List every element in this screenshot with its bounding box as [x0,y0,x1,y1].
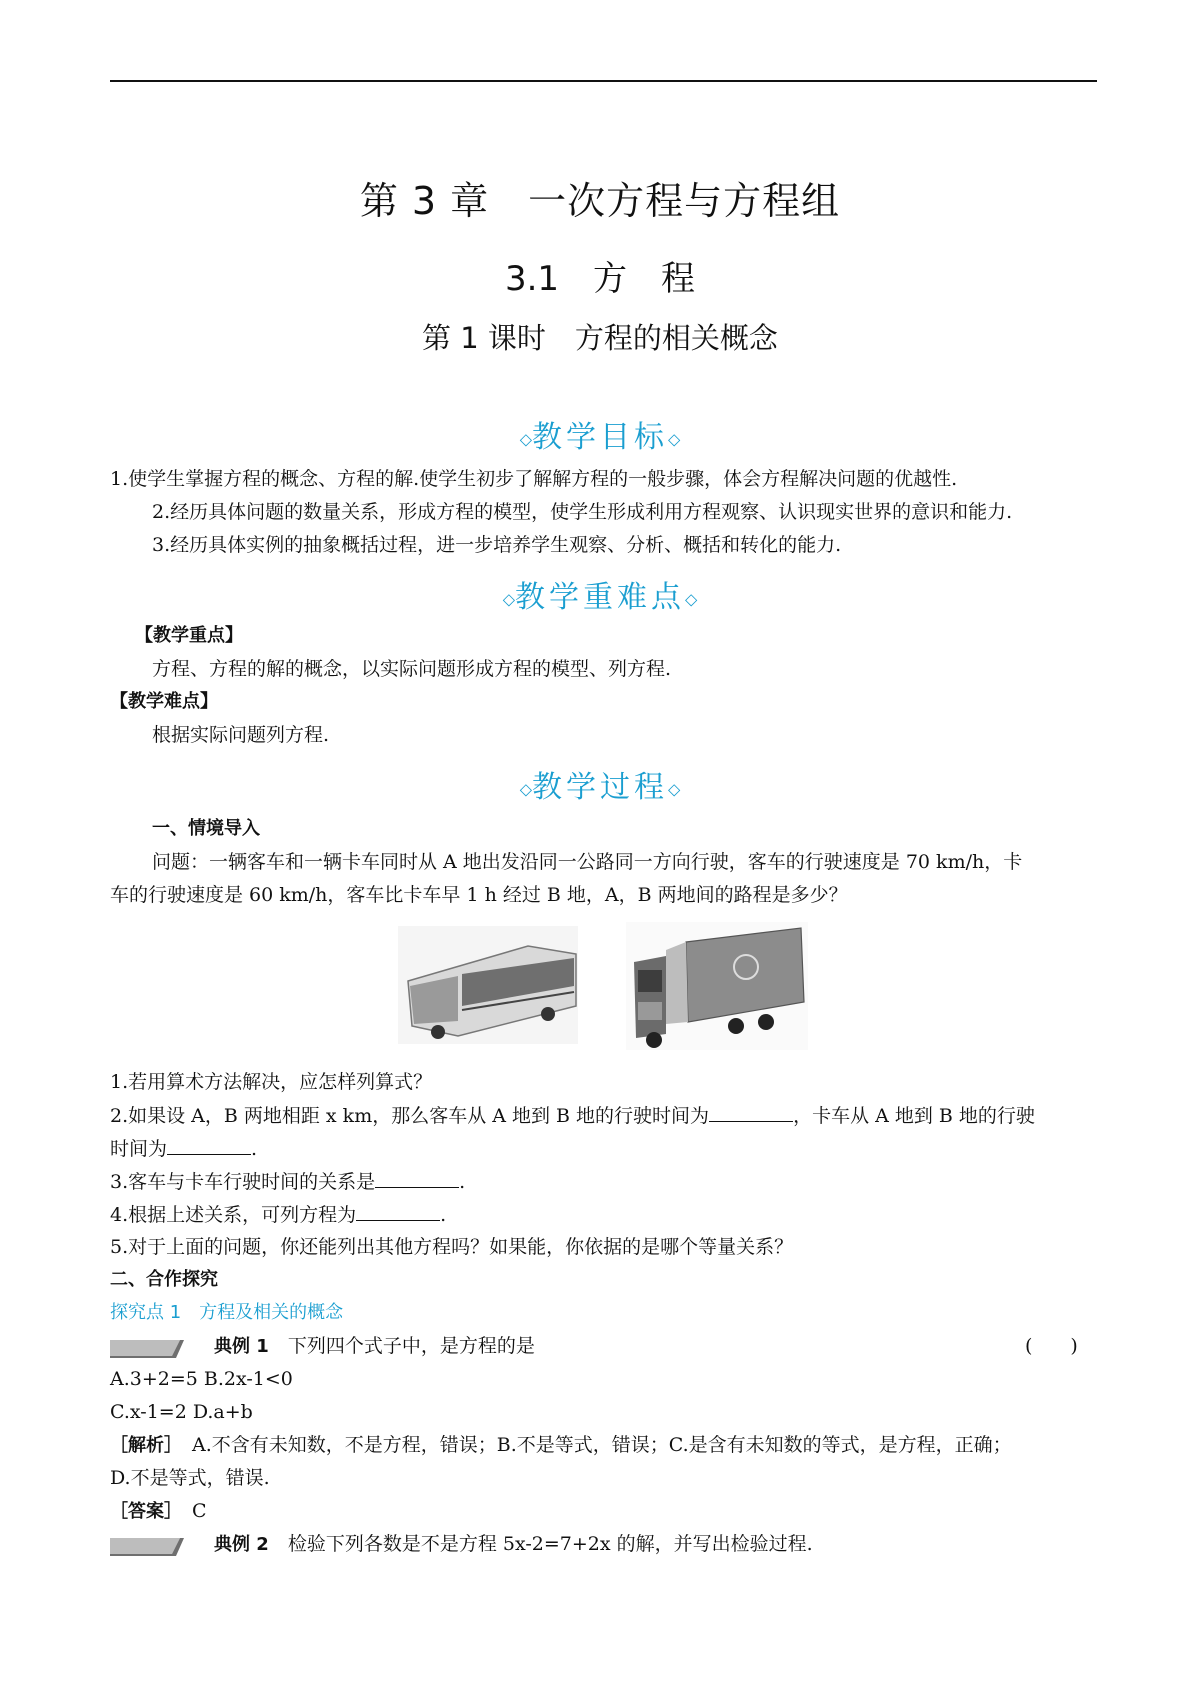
analysis-label: ［解析］ [110,1435,173,1456]
diamond-icon: ◇ [519,429,532,449]
truck-photo [626,922,808,1050]
key-points-heading: ◇教学重难点◇ [502,580,698,615]
objective-item: 1.使学生掌握方程的概念、方程的解.使学生初步了解解方程的一般步骤，体会方程解决问题的优越性. [110,468,958,490]
answer-blank[interactable] [375,1165,459,1188]
answer: ［答案］ C [110,1500,207,1522]
example-tag-icon [110,1336,210,1358]
answer-blank[interactable] [356,1198,440,1221]
answer-label: ［答案］ [110,1501,173,1522]
part1-title: 一、情境导入 [152,818,260,839]
question-5: 5.对于上面的问题，你还能列出其他方程吗？如果能，你依据的是哪个等量关系？ [110,1236,794,1258]
options-line: C.x-1=2 D.a+b [110,1401,253,1423]
objective-item: 3.经历具体实例的抽象概括过程，进一步培养学生观察、分析、概括和转化的能力. [152,534,842,556]
answer-blank[interactable] [709,1099,793,1122]
difficulty-label: 【教学难点】 [110,691,218,712]
problem-line: 问题：一辆客车和一辆卡车同时从 A 地出发沿同一公路同一方向行驶，客车的行驶速度是 70 km/h，卡 [152,851,1023,873]
difficulty-text: 根据实际问题列方程. [152,724,330,746]
question-2: 2.如果设 A，B 两地相距 x km，那么客车从 A 地到 B 地的行驶时间为 ，卡车从 A 地到 B 地的行驶 [110,1099,1035,1132]
diamond-icon: ◇ [502,589,515,609]
focus-text: 方程、方程的解的概念，以实际问题形成方程的模型、列方程. [152,658,672,680]
answer-blank[interactable] [167,1132,251,1155]
focus-label: 【教学重点】 [135,625,243,646]
part2-title: 二、合作探究 [110,1269,218,1290]
question-1: 1.若用算术方法解决，应怎样列算式？ [110,1071,433,1093]
example-1-paren: ( ) [1025,1335,1078,1357]
truck-icon [626,922,808,1050]
objectives-heading: ◇教学目标◇ [519,420,681,455]
diamond-icon: ◇ [668,779,681,799]
example-1: 典例 1 下列四个式子中，是方程的是 [110,1330,535,1363]
example-2: 典例 2 检验下列各数是不是方程 5x-2=7+2x 的解，并写出检验过程. [110,1528,813,1561]
top-rule [110,80,1097,82]
section-title: 3.1 方 程 [504,259,696,299]
analysis: ［解析］ A.不含有未知数，不是方程，错误；B.不是等式，错误；C.是含有未知数的等式，是方程，正确； [110,1434,1012,1456]
options-line: A.3+2=5 B.2x-1<0 [110,1368,293,1390]
lesson-title: 第 1 课时 方程的相关概念 [422,321,778,355]
process-heading: ◇教学过程◇ [519,770,681,805]
question-3: 3.客车与卡车行驶时间的关系是 . [110,1165,465,1198]
objective-item: 2.经历具体问题的数量关系，形成方程的模型，使学生形成利用方程观察、认识现实世界的意识和能力. [152,501,1013,523]
problem-line: 车的行驶速度是 60 km/h，客车比卡车早 1 h 经过 B 地，A，B 两地间的路程是多少？ [110,884,848,906]
diamond-icon: ◇ [685,589,698,609]
diamond-icon: ◇ [519,779,532,799]
bus-photo [398,926,578,1044]
diamond-icon: ◇ [668,429,681,449]
example-tag-icon [110,1534,210,1556]
question-4: 4.根据上述关系，可列方程为 . [110,1198,446,1231]
explore-point-title: 探究点 1 方程及相关的概念 [110,1302,344,1323]
chapter-title: 第 3 章 一次方程与方程组 [359,179,841,223]
bus-icon [398,926,578,1044]
question-2-cont: 时间为 . [110,1132,257,1165]
analysis-cont: D.不是等式，错误. [110,1467,270,1489]
